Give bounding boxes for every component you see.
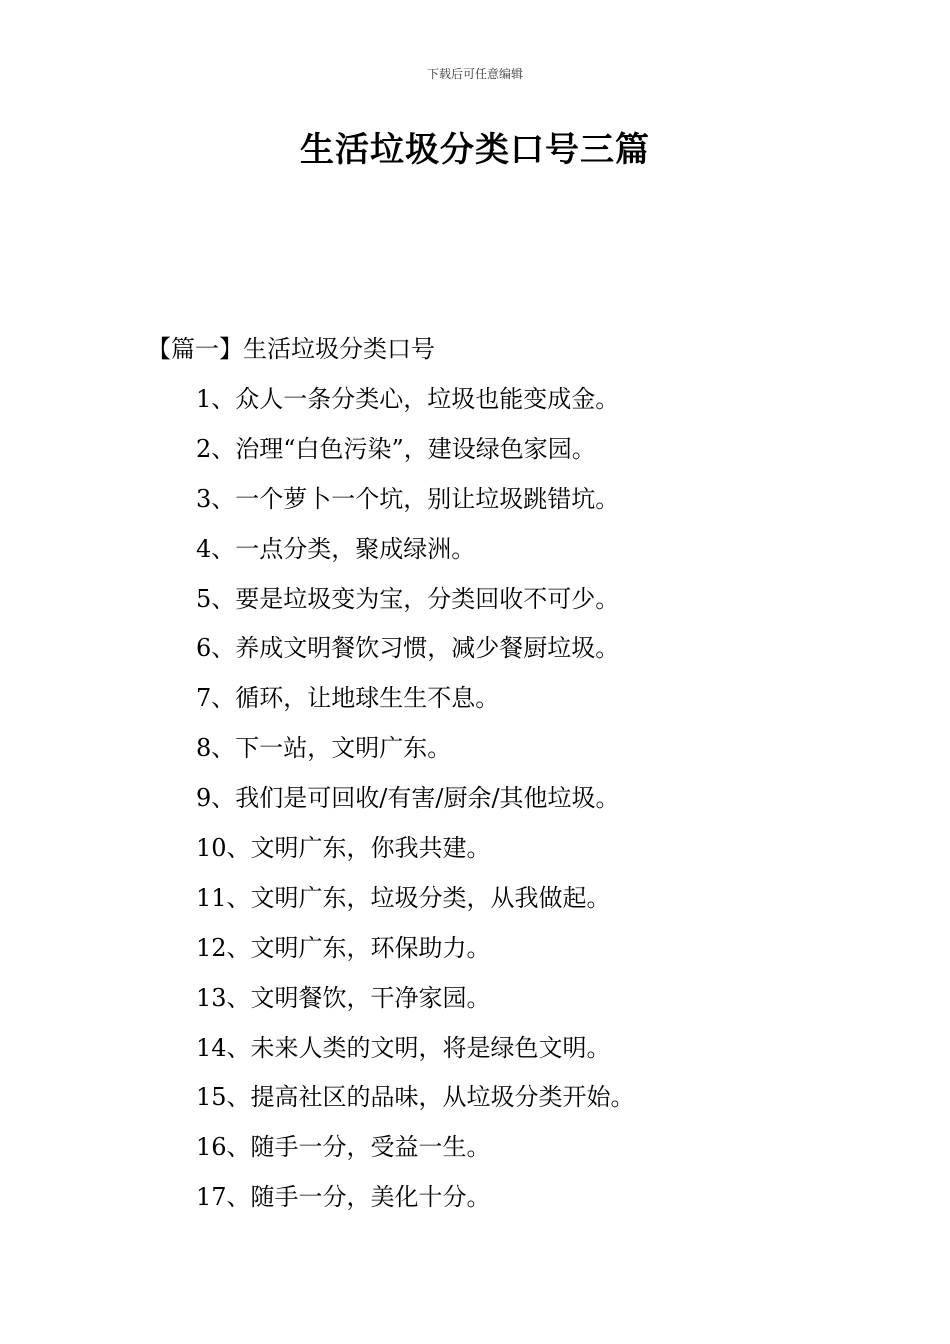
slogan-item: 4、一点分类，聚成绿洲。 bbox=[196, 534, 476, 563]
slogan-item: 13、文明餐饮，干净家园。 bbox=[196, 983, 491, 1012]
slogan-item: 5、要是垃圾变为宝，分类回收不可少。 bbox=[196, 584, 620, 613]
slogan-item: 15、提高社区的品味，从垃圾分类开始。 bbox=[196, 1083, 635, 1112]
section-heading: 【篇一】生活垃圾分类口号 bbox=[147, 335, 435, 363]
slogan-item: 16、随手一分，受益一生。 bbox=[196, 1133, 491, 1162]
slogan-item: 10、文明广东，你我共建。 bbox=[196, 834, 491, 863]
slogan-item: 14、未来人类的文明，将是绿色文明。 bbox=[196, 1033, 611, 1062]
slogan-item: 3、一个萝卜一个坑，别让垃圾跳错坑。 bbox=[196, 484, 620, 513]
slogan-item: 8、下一站，文明广东。 bbox=[196, 734, 452, 763]
slogan-list bbox=[196, 380, 635, 1228]
slogan-item: 2、治理“白色污染”，建设绿色家园。 bbox=[196, 434, 596, 463]
slogan-item: 12、文明广东，环保助力。 bbox=[196, 933, 491, 962]
document-title: 生活垃圾分类口号三篇 bbox=[300, 130, 650, 170]
slogan-item: 1、众人一条分类心，垃圾也能变成金。 bbox=[196, 385, 620, 413]
slogan-item: 6、养成文明餐饮习惯，减少餐厨垃圾。 bbox=[196, 634, 620, 663]
slogan-item: 7、循环，让地球生生不息。 bbox=[196, 684, 500, 713]
page-header-note: 下载后可任意编辑 bbox=[426, 67, 523, 81]
slogan-item: 11、文明广东，垃圾分类，从我做起。 bbox=[196, 883, 611, 912]
slogan-item: 17、随手一分，美化十分。 bbox=[196, 1183, 491, 1212]
slogan-item: 9、我们是可回收/有害/厨余/其他垃圾。 bbox=[196, 784, 620, 813]
